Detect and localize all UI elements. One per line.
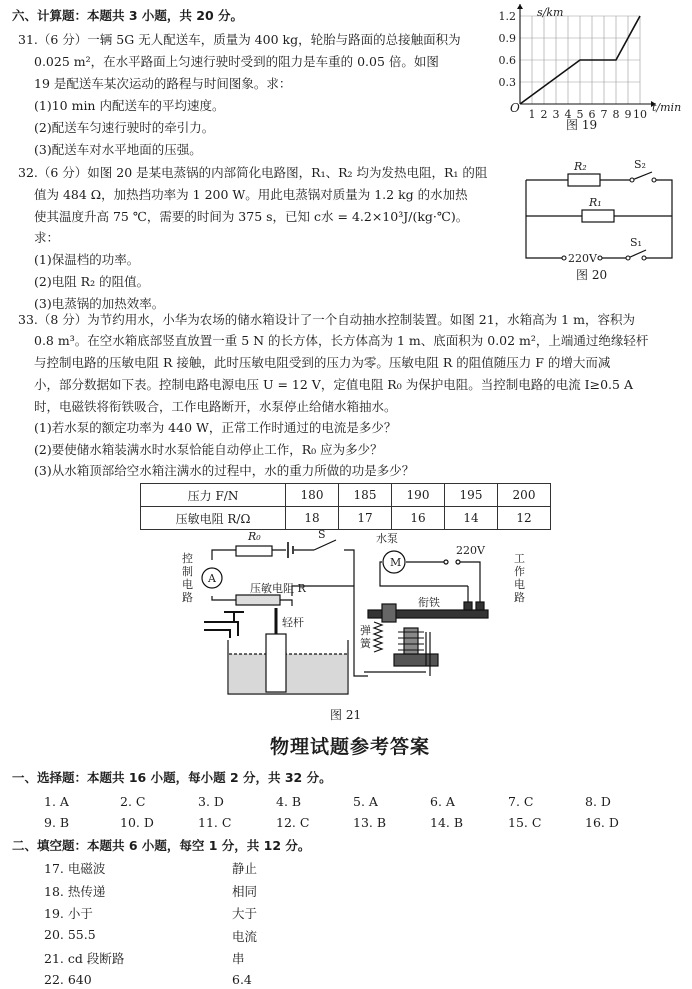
- q31-line-1: 31.（6 分）一辆 5G 无人配送车，质量为 400 kg，轮胎与路面的总接触面积为: [18, 32, 461, 47]
- q31-line-2: 0.025 m²，在水平路面上匀速行驶时受到的阻力是车重的 0.05 倍。如图: [34, 54, 439, 69]
- choice-answer: 11. C: [198, 815, 232, 830]
- fill-answer-first: 20. 55.5: [44, 926, 96, 942]
- table-row-header: 压敏电阻 R/Ω: [141, 507, 286, 530]
- s-switch: [314, 540, 336, 550]
- table-cell: 12: [498, 507, 551, 530]
- y-tick-label: 0.6: [498, 54, 516, 67]
- fill-answer-second: 串: [232, 951, 245, 966]
- x-tick-label: 5: [576, 108, 584, 121]
- q32-item-3: (3)电蒸锅的加热效率。: [34, 296, 165, 311]
- q32-line-1: 32.（6 分）如图 20 是某电蒸锅的内部简化电路图，R₁、R₂ 均为发热电阻，R₁ 的阻: [18, 165, 488, 180]
- q33-item-2: (2)要使储水箱装满水时水泵恰能自动停止工作，R₀ 应为多少？: [34, 442, 383, 457]
- s2-label: S₂: [634, 158, 646, 171]
- r1-resistor: [582, 210, 614, 222]
- q33-item-3: (3)从水箱顶部给空水箱注满水的过程中，水的重力所做的功是多少？: [34, 463, 415, 478]
- q33-line-2: 0.8 m³。在空水箱底部竖直放置一重 5 N 的长方体，长方体高为 1 m、底面积为 0.02 m²，上端通过绝缘轻杆: [34, 333, 649, 348]
- fill-answer-first: 18. 热传递: [44, 883, 106, 899]
- x-tick-label: 3: [552, 108, 560, 121]
- origin-label: O: [510, 101, 520, 115]
- table-cell: 14: [445, 507, 498, 530]
- x-tick-label: 7: [600, 108, 608, 121]
- pump-label: 水泵: [376, 532, 398, 545]
- choice-answer: 5. A: [353, 794, 378, 809]
- choice-answer: 8. D: [585, 794, 611, 809]
- fill-answer-second: 相同: [232, 883, 258, 899]
- motor-label: M: [390, 556, 402, 569]
- pressure-sensor: [236, 595, 280, 605]
- x-tick-label: 2: [540, 108, 548, 121]
- choice-answer: 16. D: [585, 815, 619, 830]
- x-tick-label: 8: [612, 108, 620, 121]
- battery-icon: [288, 542, 293, 558]
- cuboid-block: [266, 634, 286, 692]
- q32-line-3: 使其温度升高 75 ℃，需要的时间为 375 s，已知 c水 = 4.2×10³J/(kg·℃)。: [34, 209, 469, 224]
- q31-line-3: 19 是配送车某次运动的路程与时间图象。求：: [34, 76, 292, 91]
- terminal-right: [598, 256, 602, 260]
- choice-answer: 1. A: [44, 794, 69, 809]
- terminal-left: [562, 256, 566, 260]
- fill-answer-second: 电流: [232, 928, 258, 944]
- x-tick-label: 6: [588, 108, 596, 121]
- q32-item-1: (1)保温档的功率。: [34, 252, 140, 267]
- q31-item-2: (2)配送车匀速行驶时的牵引力。: [34, 120, 215, 135]
- spring: [374, 622, 382, 652]
- q33-line-1: 33.（8 分）为节约用水，小华为农场的储水箱设计了一个自动抽水控制装置。如图 21，水箱高为 1 m，容积为: [18, 312, 635, 327]
- table-cell: 185: [339, 484, 392, 507]
- choice-answer: 3. D: [198, 794, 224, 809]
- table-cell: 17: [339, 507, 392, 530]
- fill-answer-first: 17. 电磁波: [44, 861, 106, 876]
- q33-line-5: 时，电磁铁将衔铁吸合，工作电路断开，水泵停止给储水箱抽水。: [34, 399, 397, 414]
- r2-resistor: [568, 174, 600, 186]
- choice-answer: 2. C: [120, 794, 146, 809]
- table-cell: 16: [392, 507, 445, 530]
- r0-resistor: [236, 546, 272, 556]
- r1-label: R₁: [589, 196, 602, 209]
- choice-answer: 13. B: [353, 815, 387, 830]
- sensor-label: 压敏电阻 R: [250, 582, 306, 595]
- section-heading: 六、计算题：本题共 3 小题，共 20 分。: [12, 8, 244, 23]
- choice-answer: 12. C: [276, 815, 310, 830]
- x-tick-label: 1: [528, 108, 536, 121]
- s2-switch: [632, 172, 652, 180]
- work-source-label: 220V: [456, 544, 485, 557]
- s1-label: S₁: [630, 236, 642, 249]
- y-tick-label: 0.9: [498, 32, 516, 45]
- rod-label: 轻杆: [282, 616, 304, 629]
- choice-answer: 9. B: [44, 815, 70, 830]
- q32-item-2: (2)电阻 R₂ 的阻值。: [34, 274, 150, 289]
- q33-line-4: 小，部分数据如下表。控制电路电源电压 U = 12 V，定值电阻 R₀ 为保护电阻。当控制电路的电流 I≥0.5 A: [34, 377, 633, 392]
- x-tick-label: 9: [624, 108, 632, 121]
- fill-answer-second: 大于: [232, 906, 258, 921]
- figure-19-caption: 图 19: [566, 118, 598, 132]
- choice-answer: 7. C: [508, 794, 534, 809]
- fill-answer-first: 22. 640: [44, 971, 92, 987]
- choice-section-heading: 一、选择题：本题共 16 小题，每小题 2 分，共 32 分。: [12, 770, 332, 785]
- choice-answer: 10. D: [120, 815, 154, 830]
- work-circuit-label: 工作电路: [514, 552, 525, 604]
- spring-label: 弹簧: [360, 624, 371, 650]
- table-cell: 200: [498, 484, 551, 507]
- fill-answer-first: 19. 小于: [44, 906, 93, 921]
- figure-21-apparatus: [168, 526, 538, 708]
- table-cell: 195: [445, 484, 498, 507]
- choice-answer: 6. A: [430, 794, 455, 809]
- fill-answer-first: 21. cd 段断路: [44, 951, 125, 966]
- x-tick-label: 4: [564, 108, 572, 121]
- y-tick-label: 0.3: [498, 76, 516, 89]
- source-label: 220V: [568, 252, 597, 265]
- fill-answer-second: 6.4: [232, 971, 252, 987]
- switch-label: S: [318, 528, 326, 541]
- ammeter-label: A: [208, 572, 216, 585]
- y-axis-label: s/km: [537, 6, 564, 19]
- r2-label: R₂: [574, 160, 587, 173]
- table-row-header: 压力 F/N: [141, 484, 286, 507]
- table-cell: 190: [392, 484, 445, 507]
- choice-answer: 4. B: [276, 794, 302, 809]
- figure-20-caption: 图 20: [576, 268, 608, 282]
- q32-line-2: 值为 484 Ω，加热挡功率为 1 200 W。用此电蒸锅对质量为 1.2 kg 的水加热: [34, 187, 468, 202]
- fill-answer-second: 静止: [232, 861, 258, 876]
- electromagnet-base: [394, 654, 438, 666]
- inlet-pipe: [204, 622, 238, 638]
- r0-label: R₀: [248, 530, 261, 543]
- table-cell: 18: [286, 507, 339, 530]
- choice-answer: 14. B: [430, 815, 464, 830]
- armature-label: 衔铁: [418, 596, 440, 609]
- q33-line-3: 与控制电路的压敏电阻 R 接触，此时压敏电阻受到的压力为零。压敏电阻 R 的阻值随压力 F 的增大而减: [34, 355, 611, 370]
- control-circuit-label: 控制电路: [182, 552, 193, 604]
- q33-item-1: (1)若水泵的额定功率为 440 W，正常工作时通过的电流是多少？: [34, 420, 397, 435]
- q32-line-4: 求：: [34, 230, 60, 245]
- table-row: [141, 484, 551, 507]
- figure-21-caption: 图 21: [330, 708, 362, 722]
- answers-title: 物理试题参考答案: [270, 736, 431, 758]
- q31-item-3: (3)配送车对水平地面的压强。: [34, 142, 202, 157]
- x-axis-label: t/min: [652, 101, 682, 114]
- fill-section-heading: 二、填空题：本题共 6 小题，每空 1 分，共 12 分。: [12, 838, 311, 853]
- table-cell: 180: [286, 484, 339, 507]
- choice-answer: 15. C: [508, 815, 542, 830]
- pressure-resistance-table: [140, 483, 551, 530]
- q31-item-1: (1)10 min 内配送车的平均速度。: [34, 98, 225, 113]
- x-tick-label: 10: [633, 108, 647, 121]
- y-tick-label: 1.2: [498, 10, 516, 23]
